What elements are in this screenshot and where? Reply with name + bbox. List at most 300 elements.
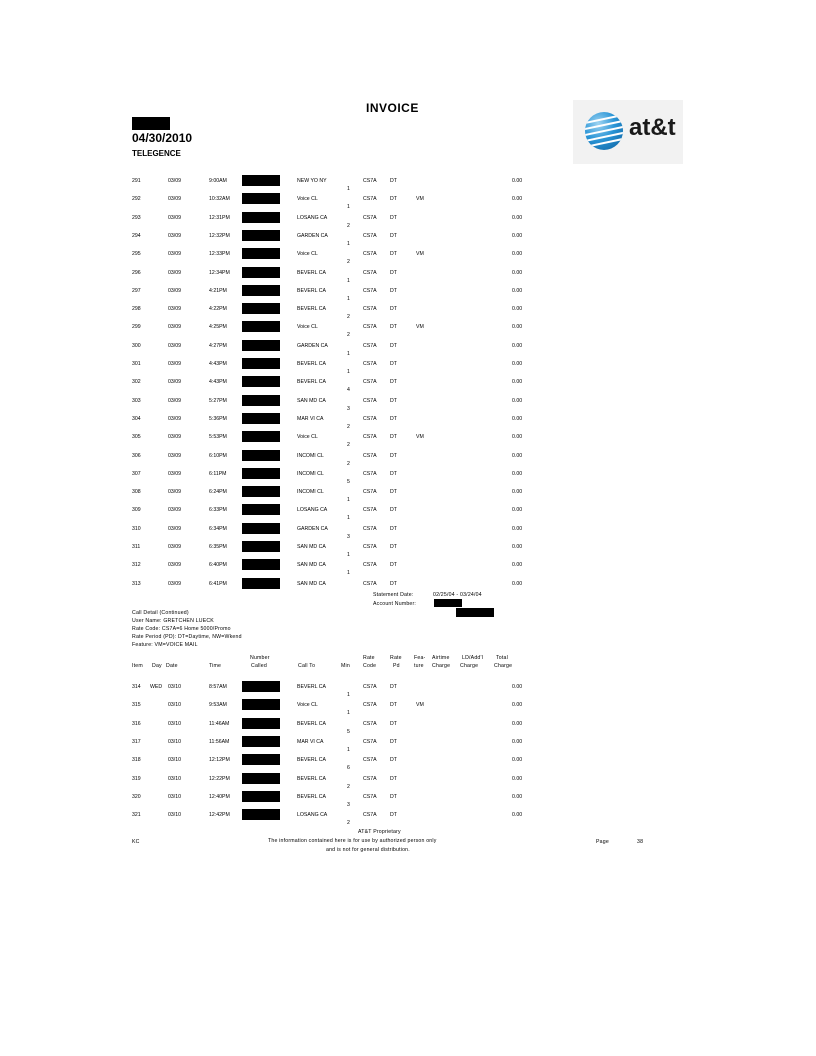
- row-min: 6: [347, 765, 350, 772]
- row-item: 310: [132, 525, 141, 532]
- row-min: 1: [347, 515, 350, 522]
- row-rate-code: CS7A: [363, 324, 377, 331]
- row-item: 292: [132, 196, 141, 203]
- col-rate: Rate: [363, 655, 375, 661]
- row-total: 0.00: [512, 342, 523, 349]
- row-rate-code: CS7A: [363, 489, 377, 496]
- row-rate-pd: DT: [390, 434, 397, 441]
- row-rate-code: CS7A: [363, 757, 377, 764]
- row-item: 312: [132, 562, 141, 569]
- table-row: [0, 379, 816, 397]
- row-rate-pd: DT: [390, 684, 397, 690]
- row-total: 0.00: [512, 489, 523, 496]
- table-row: [0, 702, 816, 720]
- row-date: 03/09: [168, 434, 181, 441]
- row-rate-code: CS7A: [363, 361, 377, 367]
- redacted-account: [434, 599, 462, 607]
- row-date: 03/09: [168, 214, 181, 221]
- redacted-number: [242, 791, 280, 802]
- row-call-to: GARDEN CA: [297, 232, 328, 239]
- row-rate-code: CS7A: [363, 232, 377, 239]
- row-rate-code: CS7A: [363, 544, 377, 550]
- row-call-to: Voice CL: [297, 196, 318, 203]
- col-fea: Fea-: [414, 655, 426, 661]
- table-row: [0, 684, 816, 702]
- row-rate-pd: DT: [390, 269, 397, 276]
- row-total: 0.00: [512, 415, 523, 422]
- row-rate-pd: DT: [390, 178, 397, 184]
- row-call-to: Voice CL: [297, 324, 318, 331]
- row-time: 8:57AM: [209, 684, 227, 690]
- row-item: 313: [132, 580, 141, 587]
- row-rate-code: CS7A: [363, 287, 377, 294]
- row-time: 6:11PM: [209, 470, 227, 477]
- row-call-to: LOSANG CA: [297, 507, 328, 514]
- row-time: 9:53AM: [209, 702, 227, 709]
- row-date: 03/10: [168, 793, 181, 800]
- row-rate-pd: DT: [390, 544, 397, 550]
- statement-date-range: 02/25/04 - 03/24/04: [433, 592, 482, 598]
- redacted-number: [242, 431, 280, 442]
- row-rate-code: CS7A: [363, 525, 377, 532]
- row-min: 3: [347, 533, 350, 540]
- row-min: 5: [347, 728, 350, 735]
- row-date: 03/09: [168, 361, 181, 367]
- row-total: 0.00: [512, 525, 523, 532]
- table-row: [0, 324, 816, 342]
- row-rate-pd: DT: [390, 251, 397, 258]
- row-rate-pd: DT: [390, 489, 397, 496]
- row-rate-pd: DT: [390, 415, 397, 422]
- redacted-number: [242, 681, 280, 692]
- row-time: 12:40PM: [209, 793, 230, 800]
- row-min: 3: [347, 405, 350, 412]
- redacted-number: [242, 541, 280, 552]
- row-date: 03/09: [168, 324, 181, 331]
- row-time: 12:12PM: [209, 757, 230, 764]
- row-min: 1: [347, 369, 350, 375]
- redacted-number: [242, 504, 280, 515]
- col-pd: Pd: [393, 663, 400, 669]
- footer-left: KC: [132, 839, 140, 845]
- redacted-number: [242, 395, 280, 406]
- col-min: Min: [341, 663, 350, 669]
- row-rate-code: CS7A: [363, 397, 377, 404]
- row-item: 314: [132, 684, 141, 690]
- redacted-number: [242, 578, 280, 589]
- row-total: 0.00: [512, 720, 523, 727]
- row-call-to: MAR VI CA: [297, 415, 324, 422]
- detail-line-2: User Name: GRETCHEN LUECK: [132, 618, 214, 624]
- row-rate-pd: DT: [390, 342, 397, 349]
- redacted-number: [242, 285, 280, 296]
- row-rate-pd: DT: [390, 470, 397, 477]
- row-feature: VM: [416, 196, 424, 203]
- col-rate2: Rate: [390, 655, 402, 661]
- row-date: 03/09: [168, 232, 181, 239]
- row-total: 0.00: [512, 324, 523, 331]
- row-rate-code: CS7A: [363, 738, 377, 745]
- row-min: 2: [347, 332, 350, 339]
- redacted-block: [132, 117, 170, 130]
- row-item: 298: [132, 306, 141, 313]
- row-total: 0.00: [512, 812, 523, 819]
- row-item: 302: [132, 379, 141, 386]
- detail-line-3: Rate Code: CS7A=6 Home 5000/Promo: [132, 626, 231, 632]
- row-time: 5:53PM: [209, 434, 227, 441]
- row-item: 306: [132, 452, 141, 459]
- row-time: 6:10PM: [209, 452, 227, 459]
- row-call-to: SAN MD CA: [297, 580, 326, 587]
- redacted-number: [242, 175, 280, 186]
- col-code: Code: [363, 663, 377, 669]
- row-rate-pd: DT: [390, 720, 397, 727]
- row-call-to: INCOMI CL: [297, 489, 324, 496]
- row-time: 6:35PM: [209, 544, 227, 550]
- row-date: 03/09: [168, 306, 181, 313]
- table-row: [0, 776, 816, 794]
- row-item: 321: [132, 812, 141, 819]
- row-min: 2: [347, 460, 350, 467]
- col-date: Date: [166, 663, 178, 669]
- row-min: 2: [347, 442, 350, 449]
- col-charge: Charge: [432, 663, 451, 669]
- row-call-to: Voice CL: [297, 702, 318, 709]
- row-total: 0.00: [512, 251, 523, 258]
- row-rate-code: CS7A: [363, 793, 377, 800]
- table-row: [0, 453, 816, 471]
- row-call-to: LOSANG CA: [297, 812, 328, 819]
- row-total: 0.00: [512, 178, 523, 184]
- redacted-number: [242, 486, 280, 497]
- row-item: 305: [132, 434, 141, 441]
- col-number: Number: [250, 655, 270, 661]
- row-item: 299: [132, 324, 141, 331]
- row-time: 6:34PM: [209, 525, 227, 532]
- row-call-to: Voice CL: [297, 251, 318, 258]
- row-total: 0.00: [512, 507, 523, 514]
- row-time: 4:27PM: [209, 342, 227, 349]
- row-total: 0.00: [512, 544, 523, 550]
- row-time: 12:31PM: [209, 214, 230, 221]
- col-charge3: Charge: [494, 663, 513, 669]
- row-call-to: BEVERL CA: [297, 775, 326, 782]
- row-rate-code: CS7A: [363, 306, 377, 313]
- statement-date-label: Statement Date:: [373, 592, 414, 598]
- row-min: 1: [347, 497, 350, 504]
- row-total: 0.00: [512, 379, 523, 386]
- row-time: 11:56AM: [209, 738, 230, 745]
- row-time: 6:33PM: [209, 507, 227, 514]
- redacted-number: [242, 212, 280, 223]
- col-called: Called: [251, 663, 267, 669]
- row-call-to: NEW YO NY: [297, 178, 327, 184]
- row-rate-pd: DT: [390, 757, 397, 764]
- row-time: 6:41PM: [209, 580, 227, 587]
- table-row: [0, 306, 816, 324]
- row-date: 03/09: [168, 287, 181, 294]
- row-feature: VM: [416, 702, 424, 709]
- row-feature: VM: [416, 251, 424, 258]
- row-rate-code: CS7A: [363, 702, 377, 709]
- row-total: 0.00: [512, 470, 523, 477]
- row-rate-code: CS7A: [363, 452, 377, 459]
- company-name: TELEGENCE: [132, 149, 181, 158]
- row-total: 0.00: [512, 738, 523, 745]
- table-row: [0, 233, 816, 251]
- table-row: [0, 434, 816, 452]
- redacted-number: [242, 413, 280, 424]
- redacted-number: [242, 523, 280, 534]
- row-min: 2: [347, 222, 350, 229]
- footer-info-2: and is not for general distribution.: [326, 847, 410, 853]
- row-time: 6:40PM: [209, 562, 227, 569]
- row-total: 0.00: [512, 232, 523, 239]
- table-row: [0, 215, 816, 233]
- row-date: 03/10: [168, 720, 181, 727]
- row-call-to: INCOMI CL: [297, 470, 324, 477]
- col-ld: LD/Add'l: [462, 655, 484, 661]
- row-total: 0.00: [512, 269, 523, 276]
- row-rate-pd: DT: [390, 702, 397, 709]
- row-min: 3: [347, 801, 350, 808]
- row-rate-pd: DT: [390, 397, 397, 404]
- row-min: 2: [347, 314, 350, 321]
- redacted-number: [242, 450, 280, 461]
- table-row: [0, 416, 816, 434]
- row-call-to: BEVERL CA: [297, 306, 326, 313]
- table-row: [0, 794, 816, 812]
- row-rate-code: CS7A: [363, 178, 377, 184]
- redacted-number: [242, 376, 280, 387]
- row-time: 12:33PM: [209, 251, 230, 258]
- row-call-to: LOSANG CA: [297, 214, 328, 221]
- row-date: 03/10: [168, 757, 181, 764]
- row-date: 03/09: [168, 562, 181, 569]
- att-logo: [573, 100, 683, 164]
- row-min: 4: [347, 387, 350, 394]
- row-time: 9:00AM: [209, 178, 227, 184]
- row-call-to: SAN MD CA: [297, 397, 326, 404]
- row-day: WED: [150, 684, 163, 690]
- row-time: 6:24PM: [209, 489, 227, 496]
- row-date: 03/10: [168, 775, 181, 782]
- row-date: 03/10: [168, 738, 181, 745]
- row-date: 03/09: [168, 196, 181, 203]
- row-total: 0.00: [512, 562, 523, 569]
- row-call-to: INCOMI CL: [297, 452, 324, 459]
- row-call-to: MAR VI CA: [297, 738, 324, 745]
- row-call-to: GARDEN CA: [297, 525, 328, 532]
- table-row: [0, 343, 816, 361]
- row-date: 03/09: [168, 452, 181, 459]
- table-row: [0, 562, 816, 580]
- table-row: [0, 507, 816, 525]
- redacted-number: [242, 303, 280, 314]
- row-total: 0.00: [512, 214, 523, 221]
- table-row: [0, 361, 816, 379]
- row-date: 03/09: [168, 379, 181, 386]
- row-time: 5:27PM: [209, 397, 227, 404]
- row-time: 4:25PM: [209, 324, 227, 331]
- row-date: 03/10: [168, 684, 181, 690]
- row-date: 03/09: [168, 507, 181, 514]
- col-time: Time: [209, 663, 222, 669]
- redacted-number: [242, 559, 280, 570]
- detail-line-5: Feature: VM=VOICE MAIL: [132, 642, 198, 648]
- row-total: 0.00: [512, 757, 523, 764]
- table-row: [0, 812, 816, 830]
- row-total: 0.00: [512, 287, 523, 294]
- row-time: 12:32PM: [209, 232, 230, 239]
- redacted-number: [242, 340, 280, 351]
- row-call-to: BEVERL CA: [297, 379, 326, 386]
- row-rate-code: CS7A: [363, 269, 377, 276]
- page-label: Page: [596, 839, 609, 845]
- row-min: 1: [347, 277, 350, 284]
- row-min: 2: [347, 259, 350, 266]
- col-airtime: Airtime: [432, 655, 450, 661]
- redacted-number: [242, 468, 280, 479]
- row-item: 308: [132, 489, 141, 496]
- table-row: [0, 544, 816, 562]
- row-call-to: BEVERL CA: [297, 361, 326, 367]
- detail-line-1: Call Detail (Continued): [132, 610, 189, 616]
- row-total: 0.00: [512, 434, 523, 441]
- row-min: 1: [347, 204, 350, 211]
- row-rate-pd: DT: [390, 793, 397, 800]
- row-call-to: BEVERL CA: [297, 757, 326, 764]
- row-rate-code: CS7A: [363, 812, 377, 819]
- row-rate-pd: DT: [390, 738, 397, 745]
- row-total: 0.00: [512, 775, 523, 782]
- row-call-to: Voice CL: [297, 434, 318, 441]
- row-rate-code: CS7A: [363, 196, 377, 203]
- row-time: 4:43PM: [209, 361, 227, 367]
- row-date: 03/09: [168, 580, 181, 587]
- row-date: 03/10: [168, 702, 181, 709]
- row-rate-code: CS7A: [363, 562, 377, 569]
- row-rate-code: CS7A: [363, 415, 377, 422]
- detail-line-4: Rate Period (PD): DT=Daytime, NW=Wkend: [132, 634, 242, 640]
- account-number-label: Account Number:: [373, 601, 417, 607]
- row-call-to: BEVERL CA: [297, 720, 326, 727]
- row-time: 4:43PM: [209, 379, 227, 386]
- row-item: 291: [132, 178, 141, 184]
- col-total: Total: [496, 655, 508, 661]
- col-charge2: Charge: [460, 663, 479, 669]
- row-rate-pd: DT: [390, 361, 397, 367]
- row-item: 295: [132, 251, 141, 258]
- row-rate-pd: DT: [390, 214, 397, 221]
- col-ture: ture: [414, 663, 424, 669]
- row-min: 1: [347, 692, 350, 698]
- table-row: [0, 757, 816, 775]
- row-min: 1: [347, 710, 350, 717]
- row-item: 311: [132, 544, 141, 550]
- row-rate-code: CS7A: [363, 251, 377, 258]
- redacted-number: [242, 699, 280, 710]
- redacted-number: [242, 718, 280, 729]
- row-date: 03/09: [168, 489, 181, 496]
- row-date: 03/09: [168, 544, 181, 550]
- row-call-to: SAN MD CA: [297, 544, 326, 550]
- row-total: 0.00: [512, 306, 523, 313]
- row-item: 307: [132, 470, 141, 477]
- redacted-number: [242, 358, 280, 369]
- row-item: 293: [132, 214, 141, 221]
- row-min: 1: [347, 295, 350, 302]
- col-call-to: Call To: [298, 663, 316, 669]
- row-rate-pd: DT: [390, 525, 397, 532]
- row-date: 03/09: [168, 342, 181, 349]
- row-rate-pd: DT: [390, 232, 397, 239]
- row-rate-pd: DT: [390, 306, 397, 313]
- row-date: 03/10: [168, 812, 181, 819]
- col-day: Day: [152, 663, 162, 669]
- row-min: 2: [347, 820, 350, 827]
- row-rate-pd: DT: [390, 452, 397, 459]
- row-item: 294: [132, 232, 141, 239]
- page-title: INVOICE: [366, 101, 419, 115]
- row-date: 03/09: [168, 178, 181, 184]
- row-min: 1: [347, 350, 350, 357]
- footer-proprietary: AT&T Proprietary: [358, 829, 401, 835]
- table-row: [0, 471, 816, 489]
- row-min: 1: [347, 552, 350, 558]
- redacted-number: [242, 736, 280, 747]
- row-time: 12:34PM: [209, 269, 230, 276]
- row-total: 0.00: [512, 702, 523, 709]
- row-feature: VM: [416, 324, 424, 331]
- row-rate-code: CS7A: [363, 775, 377, 782]
- row-item: 301: [132, 361, 141, 367]
- table-row: [0, 739, 816, 757]
- row-rate-pd: DT: [390, 324, 397, 331]
- row-total: 0.00: [512, 452, 523, 459]
- row-total: 0.00: [512, 361, 523, 367]
- row-min: 1: [347, 746, 350, 753]
- row-item: 309: [132, 507, 141, 514]
- redacted-number: [242, 321, 280, 332]
- redacted-number: [242, 267, 280, 278]
- col-item: Item: [132, 663, 143, 669]
- row-rate-code: CS7A: [363, 434, 377, 441]
- row-time: 11:46AM: [209, 720, 230, 727]
- redacted-number: [242, 248, 280, 259]
- table-row: [0, 196, 816, 214]
- row-item: 317: [132, 738, 141, 745]
- row-rate-code: CS7A: [363, 379, 377, 386]
- row-time: 4:22PM: [209, 306, 227, 313]
- row-rate-code: CS7A: [363, 580, 377, 587]
- row-feature: VM: [416, 434, 424, 441]
- row-total: 0.00: [512, 397, 523, 404]
- table-row: [0, 251, 816, 269]
- row-time: 12:42PM: [209, 812, 230, 819]
- row-rate-pd: DT: [390, 580, 397, 587]
- row-rate-code: CS7A: [363, 342, 377, 349]
- row-min: 1: [347, 570, 350, 577]
- row-call-to: BEVERL CA: [297, 793, 326, 800]
- row-item: 297: [132, 287, 141, 294]
- row-time: 12:22PM: [209, 775, 230, 782]
- row-total: 0.00: [512, 684, 523, 690]
- table-row: [0, 526, 816, 544]
- page-number: 38: [637, 839, 644, 845]
- row-item: 316: [132, 720, 141, 727]
- row-min: 2: [347, 783, 350, 790]
